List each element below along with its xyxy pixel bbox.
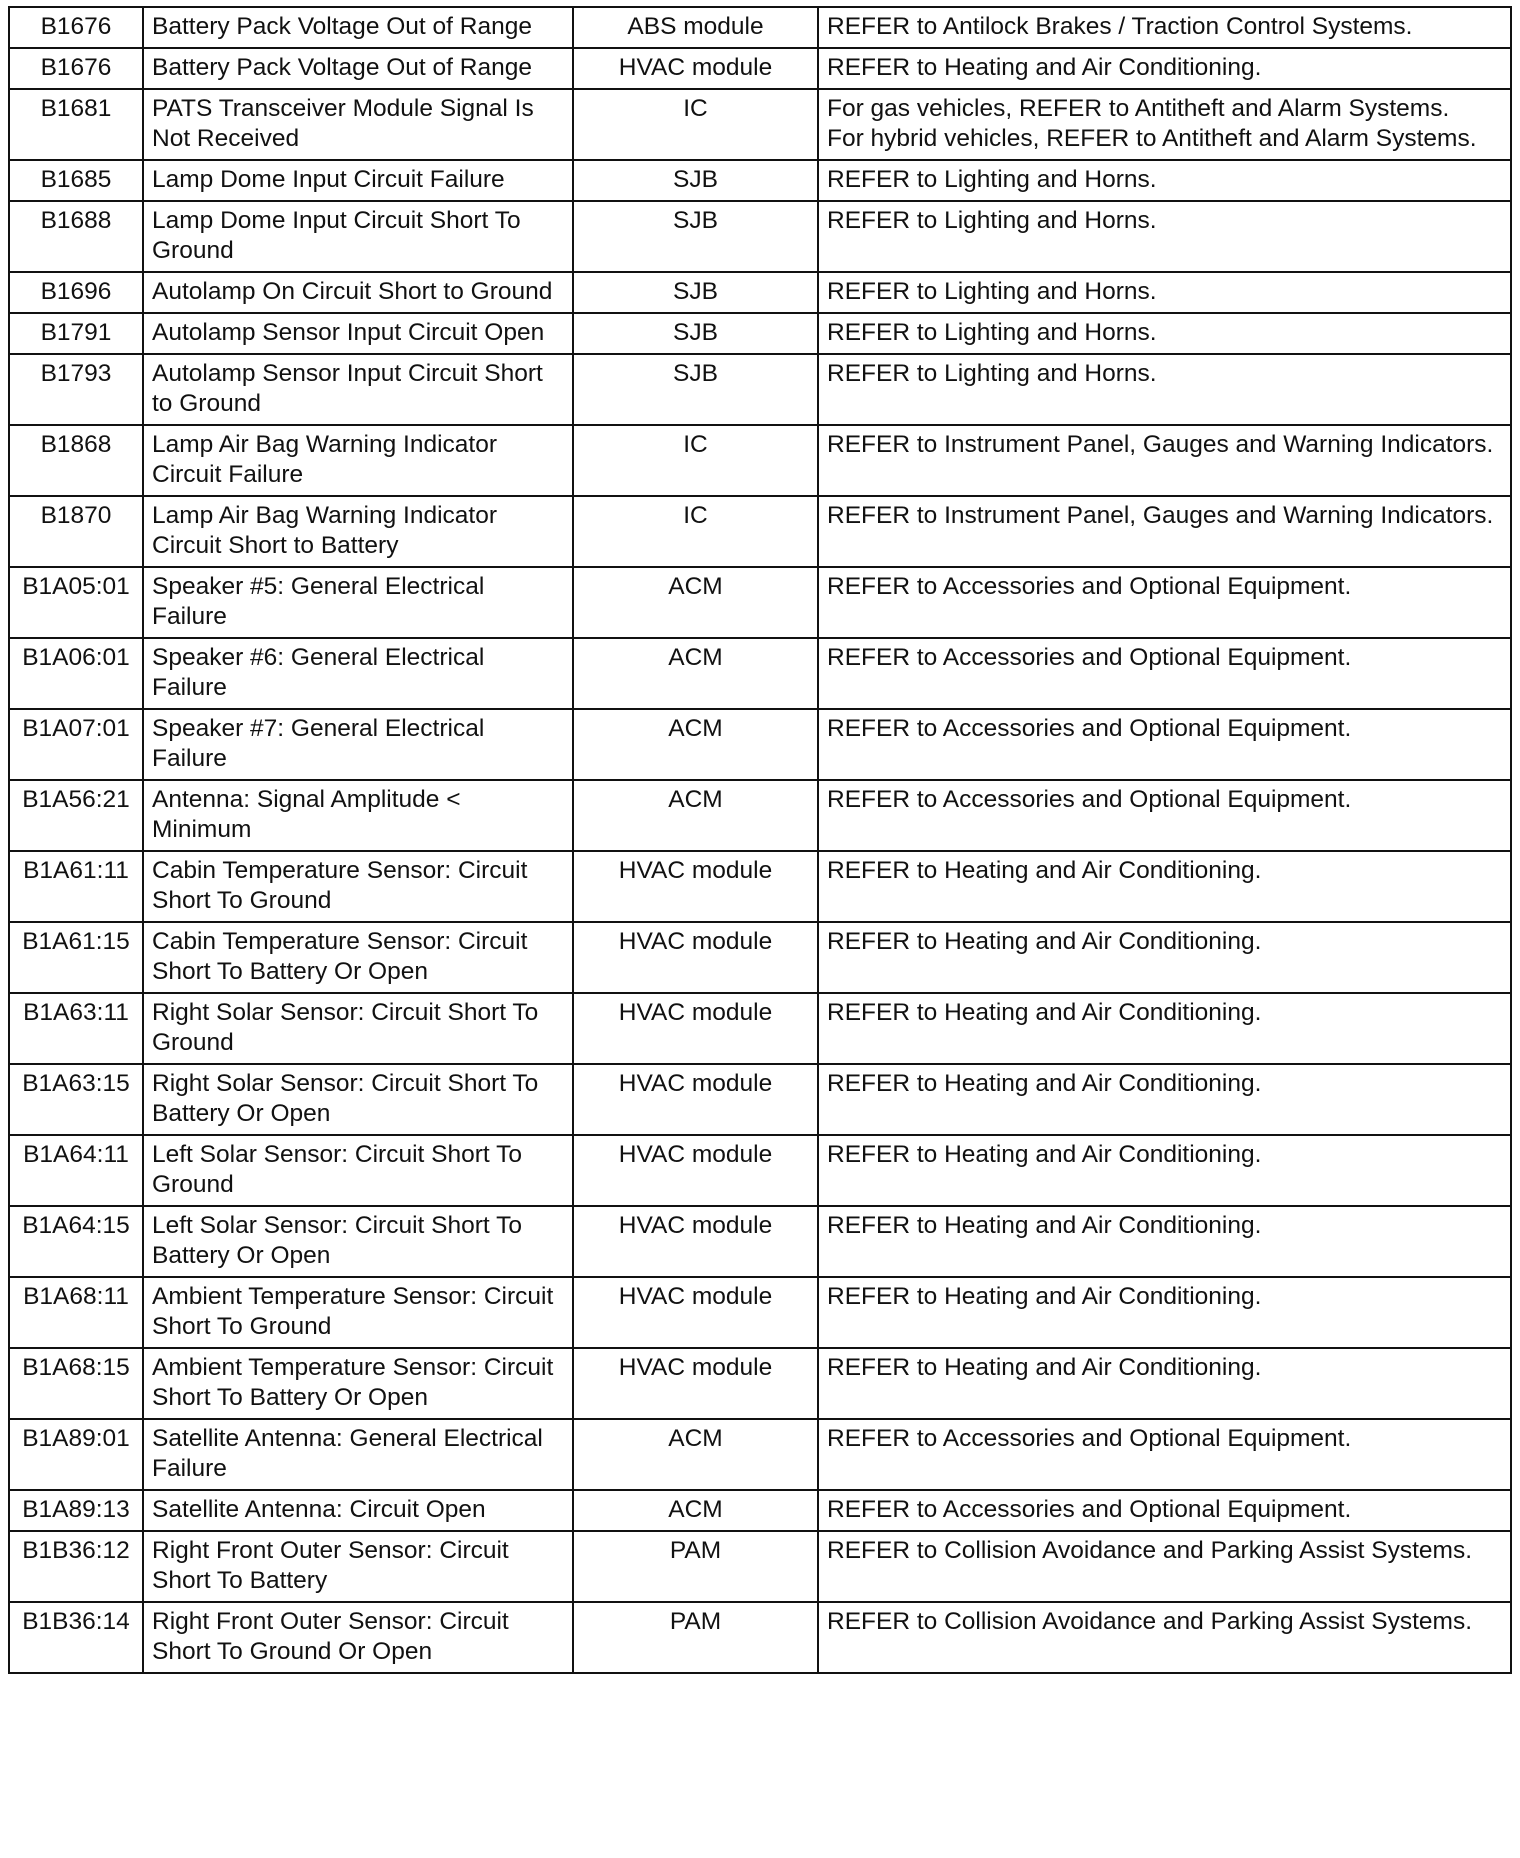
dtc-code-cell: B1A07:01: [9, 709, 143, 780]
action-line: REFER to Accessories and Optional Equipment.: [827, 715, 1352, 742]
action-line: REFER to Accessories and Optional Equipment.: [827, 573, 1352, 600]
table-row: [9, 425, 1511, 496]
dtc-code-cell: B1A06:01: [9, 638, 143, 709]
table-row: [9, 1531, 1511, 1602]
action-line: REFER to Heating and Air Conditioning.: [827, 1283, 1262, 1310]
action-line: REFER to Heating and Air Conditioning.: [827, 54, 1262, 81]
dtc-code-cell: B1A89:13: [9, 1490, 143, 1531]
table-row: [9, 1206, 1511, 1277]
table-row: [9, 354, 1511, 425]
module-cell: ACM: [573, 1419, 818, 1490]
table-row: [9, 160, 1511, 201]
module-cell: HVAC module: [573, 1348, 818, 1419]
module-cell: HVAC module: [573, 993, 818, 1064]
action-line: REFER to Collision Avoidance and Parking Assist Systems.: [827, 1608, 1473, 1635]
dtc-description-cell: Autolamp On Circuit Short to Ground: [143, 272, 573, 313]
dtc-code-cell: B1A61:11: [9, 851, 143, 922]
action-line: REFER to Heating and Air Conditioning.: [827, 999, 1262, 1026]
module-cell: SJB: [573, 354, 818, 425]
dtc-code-cell: B1A05:01: [9, 567, 143, 638]
module-cell: HVAC module: [573, 1206, 818, 1277]
dtc-code-cell: B1A64:15: [9, 1206, 143, 1277]
module-cell: HVAC module: [573, 48, 818, 89]
action-line: REFER to Lighting and Horns.: [827, 360, 1157, 387]
dtc-description-cell: Lamp Dome Input Circuit Failure: [143, 160, 573, 201]
action-line: REFER to Heating and Air Conditioning.: [827, 857, 1262, 884]
module-cell: ACM: [573, 780, 818, 851]
action-cell: [818, 638, 1511, 709]
dtc-code-cell: B1A64:11: [9, 1135, 143, 1206]
dtc-description-cell: Right Solar Sensor: Circuit Short To Ground: [143, 993, 573, 1064]
action-line: REFER to Instrument Panel, Gauges and Warning Indicators.: [827, 502, 1494, 529]
dtc-code-cell: B1A68:11: [9, 1277, 143, 1348]
action-line: For hybrid vehicles, REFER to Antitheft and Alarm Systems.: [827, 125, 1477, 152]
action-cell: [818, 201, 1511, 272]
action-cell: [818, 709, 1511, 780]
dtc-code-cell: B1696: [9, 272, 143, 313]
module-cell: SJB: [573, 272, 818, 313]
action-line: For gas vehicles, REFER to Antitheft and Alarm Systems.: [827, 95, 1450, 122]
action-cell: [818, 1348, 1511, 1419]
dtc-description-cell: Autolamp Sensor Input Circuit Open: [143, 313, 573, 354]
dtc-description-cell: Right Solar Sensor: Circuit Short To Battery Or Open: [143, 1064, 573, 1135]
table-row: [9, 1602, 1511, 1673]
module-cell: ACM: [573, 567, 818, 638]
action-line: REFER to Heating and Air Conditioning.: [827, 928, 1262, 955]
table-row: [9, 780, 1511, 851]
table-row: [9, 7, 1511, 48]
action-cell: [818, 89, 1511, 160]
table-row: [9, 1277, 1511, 1348]
action-cell: [818, 993, 1511, 1064]
module-cell: ACM: [573, 709, 818, 780]
action-line: REFER to Heating and Air Conditioning.: [827, 1212, 1262, 1239]
dtc-code-cell: B1A89:01: [9, 1419, 143, 1490]
action-cell: [818, 7, 1511, 48]
action-cell: [818, 1602, 1511, 1673]
action-cell: [818, 780, 1511, 851]
dtc-code-cell: B1868: [9, 425, 143, 496]
dtc-description-cell: Satellite Antenna: General Electrical Failure: [143, 1419, 573, 1490]
dtc-description-cell: Lamp Air Bag Warning Indicator Circuit Failure: [143, 425, 573, 496]
module-cell: HVAC module: [573, 922, 818, 993]
dtc-code-cell: B1A68:15: [9, 1348, 143, 1419]
module-cell: IC: [573, 496, 818, 567]
action-cell: [818, 1064, 1511, 1135]
dtc-description-cell: Battery Pack Voltage Out of Range: [143, 48, 573, 89]
table-row: [9, 496, 1511, 567]
table-row: [9, 638, 1511, 709]
action-cell: [818, 851, 1511, 922]
dtc-code-cell: B1B36:14: [9, 1602, 143, 1673]
table-row: [9, 1490, 1511, 1531]
table-row: [9, 272, 1511, 313]
module-cell: ACM: [573, 1490, 818, 1531]
dtc-code-cell: B1791: [9, 313, 143, 354]
action-line: REFER to Heating and Air Conditioning.: [827, 1141, 1262, 1168]
dtc-code-cell: B1685: [9, 160, 143, 201]
module-cell: IC: [573, 89, 818, 160]
dtc-description-cell: Right Front Outer Sensor: Circuit Short To Battery: [143, 1531, 573, 1602]
action-line: REFER to Antilock Brakes / Traction Control Systems.: [827, 13, 1413, 40]
dtc-description-cell: Speaker #7: General Electrical Failure: [143, 709, 573, 780]
action-line: REFER to Heating and Air Conditioning.: [827, 1070, 1262, 1097]
table-row: [9, 851, 1511, 922]
action-cell: [818, 1277, 1511, 1348]
action-line: REFER to Lighting and Horns.: [827, 319, 1157, 346]
dtc-table: [8, 6, 1512, 1674]
dtc-code-cell: B1870: [9, 496, 143, 567]
action-cell: [818, 1206, 1511, 1277]
action-cell: [818, 1419, 1511, 1490]
action-line: REFER to Lighting and Horns.: [827, 278, 1157, 305]
action-cell: [818, 1490, 1511, 1531]
action-cell: [818, 496, 1511, 567]
dtc-description-cell: Cabin Temperature Sensor: Circuit Short To Ground: [143, 851, 573, 922]
action-cell: [818, 160, 1511, 201]
action-cell: [818, 425, 1511, 496]
dtc-code-cell: B1676: [9, 7, 143, 48]
dtc-code-cell: B1A63:11: [9, 993, 143, 1064]
action-line: REFER to Lighting and Horns.: [827, 207, 1157, 234]
table-row: [9, 1419, 1511, 1490]
dtc-code-cell: B1A56:21: [9, 780, 143, 851]
dtc-description-cell: Autolamp Sensor Input Circuit Short to Ground: [143, 354, 573, 425]
table-row: [9, 922, 1511, 993]
dtc-code-cell: B1681: [9, 89, 143, 160]
dtc-description-cell: Lamp Air Bag Warning Indicator Circuit Short to Battery: [143, 496, 573, 567]
dtc-description-cell: Satellite Antenna: Circuit Open: [143, 1490, 573, 1531]
module-cell: PAM: [573, 1531, 818, 1602]
module-cell: HVAC module: [573, 1135, 818, 1206]
table-row: [9, 89, 1511, 160]
dtc-code-cell: B1A63:15: [9, 1064, 143, 1135]
dtc-description-cell: Speaker #5: General Electrical Failure: [143, 567, 573, 638]
action-line: REFER to Accessories and Optional Equipment.: [827, 644, 1352, 671]
action-cell: [818, 567, 1511, 638]
dtc-description-cell: Battery Pack Voltage Out of Range: [143, 7, 573, 48]
dtc-description-cell: Left Solar Sensor: Circuit Short To Ground: [143, 1135, 573, 1206]
table-row: [9, 567, 1511, 638]
module-cell: SJB: [573, 160, 818, 201]
dtc-code-cell: B1A61:15: [9, 922, 143, 993]
module-cell: SJB: [573, 313, 818, 354]
dtc-description-cell: Right Front Outer Sensor: Circuit Short To Ground Or Open: [143, 1602, 573, 1673]
table-row: [9, 313, 1511, 354]
action-line: REFER to Heating and Air Conditioning.: [827, 1354, 1262, 1381]
module-cell: ABS module: [573, 7, 818, 48]
action-cell: [818, 1135, 1511, 1206]
dtc-description-cell: Cabin Temperature Sensor: Circuit Short To Battery Or Open: [143, 922, 573, 993]
action-cell: [818, 354, 1511, 425]
action-line: REFER to Instrument Panel, Gauges and Warning Indicators.: [827, 431, 1494, 458]
action-line: REFER to Accessories and Optional Equipment.: [827, 786, 1352, 813]
action-cell: [818, 48, 1511, 89]
dtc-code-cell: B1688: [9, 201, 143, 272]
module-cell: SJB: [573, 201, 818, 272]
dtc-description-cell: Left Solar Sensor: Circuit Short To Battery Or Open: [143, 1206, 573, 1277]
dtc-code-cell: B1676: [9, 48, 143, 89]
module-cell: PAM: [573, 1602, 818, 1673]
dtc-description-cell: PATS Transceiver Module Signal Is Not Received: [143, 89, 573, 160]
module-cell: HVAC module: [573, 1277, 818, 1348]
module-cell: IC: [573, 425, 818, 496]
table-row: [9, 48, 1511, 89]
action-line: REFER to Accessories and Optional Equipment.: [827, 1496, 1352, 1523]
table-row: [9, 709, 1511, 780]
dtc-description-cell: Ambient Temperature Sensor: Circuit Short To Battery Or Open: [143, 1348, 573, 1419]
table-row: [9, 1135, 1511, 1206]
table-row: [9, 1348, 1511, 1419]
dtc-description-cell: Antenna: Signal Amplitude < Minimum: [143, 780, 573, 851]
dtc-description-cell: Lamp Dome Input Circuit Short To Ground: [143, 201, 573, 272]
dtc-code-cell: B1B36:12: [9, 1531, 143, 1602]
dtc-table-body: [9, 7, 1511, 1673]
dtc-description-cell: Ambient Temperature Sensor: Circuit Short To Ground: [143, 1277, 573, 1348]
module-cell: HVAC module: [573, 851, 818, 922]
action-line: REFER to Lighting and Horns.: [827, 166, 1157, 193]
module-cell: HVAC module: [573, 1064, 818, 1135]
action-line: REFER to Accessories and Optional Equipment.: [827, 1425, 1352, 1452]
action-line: REFER to Collision Avoidance and Parking Assist Systems.: [827, 1537, 1473, 1564]
action-cell: [818, 313, 1511, 354]
action-cell: [818, 272, 1511, 313]
table-row: [9, 1064, 1511, 1135]
table-row: [9, 201, 1511, 272]
table-row: [9, 993, 1511, 1064]
dtc-description-cell: Speaker #6: General Electrical Failure: [143, 638, 573, 709]
action-cell: [818, 1531, 1511, 1602]
dtc-code-cell: B1793: [9, 354, 143, 425]
action-cell: [818, 922, 1511, 993]
module-cell: ACM: [573, 638, 818, 709]
